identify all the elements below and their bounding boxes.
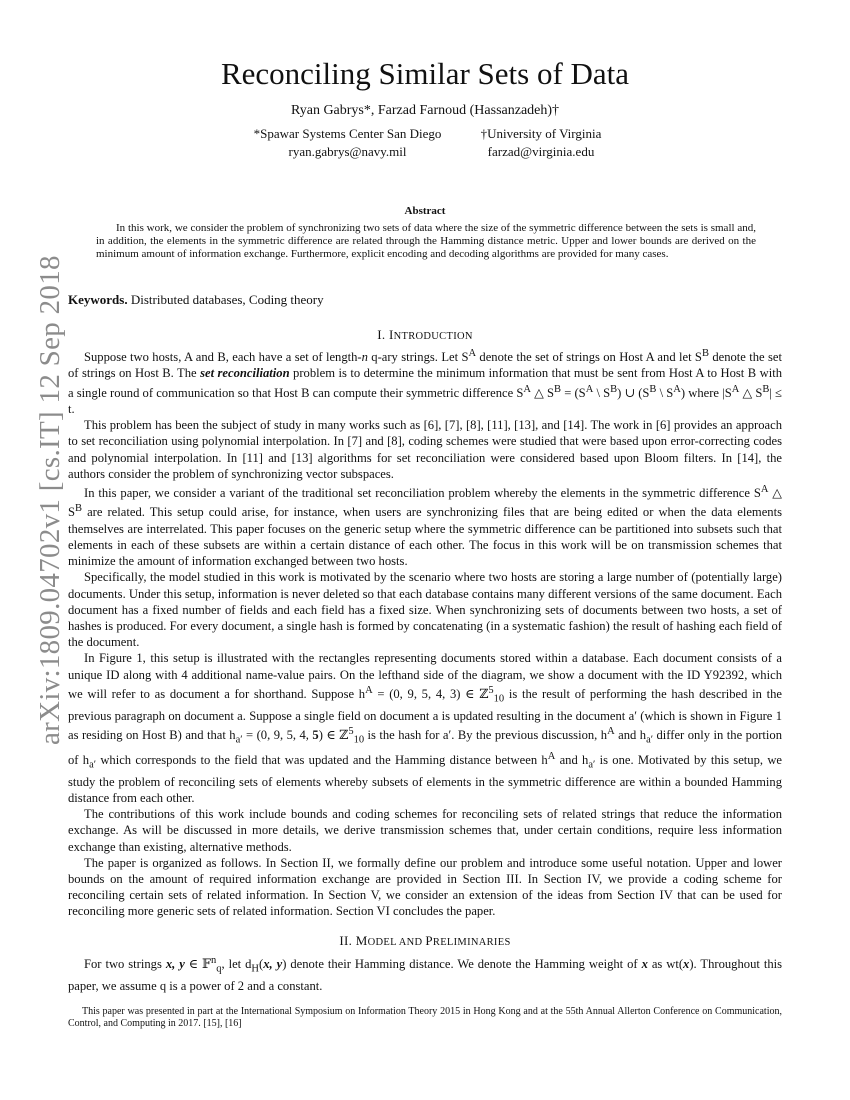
paragraph-6: The contributions of this work include bounds and coding schemes for reconciling sets of related strings that reduce the information exchange. As will be discussed in more details, we derive transmission schemes that, under certain conditions, require less information exchange than existing, alternative methods. <box>68 807 782 854</box>
affiliation-1-name: *Spawar Systems Center San Diego <box>253 126 442 141</box>
keywords-text: Distributed databases, Coding theory <box>130 292 324 307</box>
paper-title: Reconciling Similar Sets of Data <box>220 56 630 91</box>
introduction-body <box>68 346 782 920</box>
author-list: Ryan Gabrys*, Farzad Farnoud (Hassanzadeh)† <box>290 103 560 118</box>
paragraph-4: Specifically, the model studied in this work is motivated by the scenario where two hosts are storing a large number of (potentially large) documents. Under this setup, information is never deleted so that each database contains many different versions of the same document. Each document has a fixed number of fields and each field has a fixed size. When synchronizing sets of documents between two hosts, a set of hashes is produced. For every document, a single hash is formed by concatenating (in a systematic fashion) the result of hashing each field of the document. <box>68 570 782 650</box>
paragraph-3: In this paper, we consider a variant of the traditional set reconciliation problem whereby the elements in the symmetric difference $S^A$ △ $S^B$ are related. This setup could arise, for instance, when users are synchronizing files that are being edited or when the data elements themselves are interrelated. This paper focuses on the generic setup where the symmetric difference can be partitioned into subsets such that elements in each of these subsets are within a certain distance of each other. The focus in this work will be on transmission schemes that minimize the amount of information exchanged between two hosts. <box>68 484 782 569</box>
abstract-text: In this work, we consider the problem of synchronizing two sets of data where the size of the symmetric difference between the sets is small and, in addition, the elements in the symmetric difference are related through the Hamming distance metric. Upper and lower bounds are derived on the minimum amount of information exchange. Furthermore, explicit encoding and decoding algorithms are provided for many cases. <box>96 222 756 260</box>
arxiv-identifier: arXiv:1809.04702v1 [cs.IT] 12 Sep 2018 <box>34 255 66 745</box>
affiliation-2 <box>466 125 616 161</box>
section-heading-model: II. MODEL AND PRELIMINARIES <box>339 933 511 948</box>
paragraph-5: In Figure 1, this setup is illustrated with the rectangles representing documents stored within a database. Each document consists of a unique ID along with 4 additional name-value pairs. On the lefthand side of the diagram, we show a document with the ID Y92392, which we will refer to as document a for shorthand. Suppose $h^A = (0$, 9, 5, 4, 3) ∈ ℤ$^5_{10}$ is the result of performing the hash described in the previous paragraph on document a. Suppose a single field on document a is updated resulting in the document a′ (which is shown in Figure 1 as residing on Host B) and that $h_{a'} = (0$, 9, 5, 4, 5) ∈ ℤ$^5_{10}$ is the hash for a′. By the previous discussion, $h^A$ and $h_{a'}$ differ only in the portion of $h_{a'}$ which corresponds to the field that was updated and the Hamming distance between $h^A$ and $h_{a'}$ is one. Motivated by this setup, we study the problem of reconciling sets of elements whereby subsets of elements in the symmetric difference are within a bounded Hamming distance from each other. <box>68 651 783 805</box>
model-body <box>68 953 782 994</box>
affiliation-1 <box>240 125 455 161</box>
abstract-heading: Abstract <box>404 205 446 217</box>
paragraph-1: Suppose two hosts, A and B, each have a set of length-n q-ary strings. Let $S^A$ denote the set of strings on Host A and let $S^B$ denote the set of strings on Host B. The set reconciliation problem is to determine the minimum information that must be sent from Host A to Host B with a single round of communication so that Host B can compute their symmetric difference $S^A$ △ $S^B = (S^A$ \ $S^B$) ∪ ($S^B$ \ $S^A$) where $|S^A$ △ $S^B| \le t$. <box>68 348 783 416</box>
paragraph-2: This problem has been the subject of study in many works such as [6], [7], [8], [11], [13], and [14]. The work in [6] provides an approach to set reconciliation using polynomial interpolation. In [7] and [8], coding schemes were studied that were based upon error-correcting codes and polynomial interpolation. In [11] and [13] algorithms for set reconciliation were considered based upon Bloom filters. In [14], the authors consider the problem of synchronizing vector subspaces. <box>68 418 782 481</box>
affiliation-2-email: farzad@virginia.edu <box>487 144 595 159</box>
footnote: This paper was presented in part at the International Symposium on Information Theory 2015 in Hong Kong and at the 55th Annual Allerton Conference on Communication, Control, and Computing in 2017. [15], [16] <box>68 1006 782 1029</box>
affiliation-2-name: †University of Virginia <box>480 126 602 141</box>
section-heading-introduction: I. INTRODUCTION <box>377 327 473 342</box>
paragraph-8: For two strings x, y ∈ 𝔽$^n_q$, let $d_H(x$, y) denote their Hamming distance. We denote the Hamming weight of x as wt(x). Throughout this paper, we assume q is a power of 2 and a constant. <box>68 955 783 993</box>
paragraph-7: The paper is organized as follows. In Section II, we formally define our problem and introduce some useful notation. Upper and lower bounds on the amount of required information exchange are provided in Section III. In Section IV, we provide a coding scheme for reconciling certain sets of related information. In Section V, we consider an extension of the ideas from Section IV that can be used for reconciling more generic sets of related information. Section VI concludes the paper. <box>68 855 782 919</box>
keywords-label: Keywords. <box>68 292 128 307</box>
keywords <box>68 292 783 308</box>
affiliation-1-email: ryan.gabrys@navy.mil <box>288 144 407 159</box>
